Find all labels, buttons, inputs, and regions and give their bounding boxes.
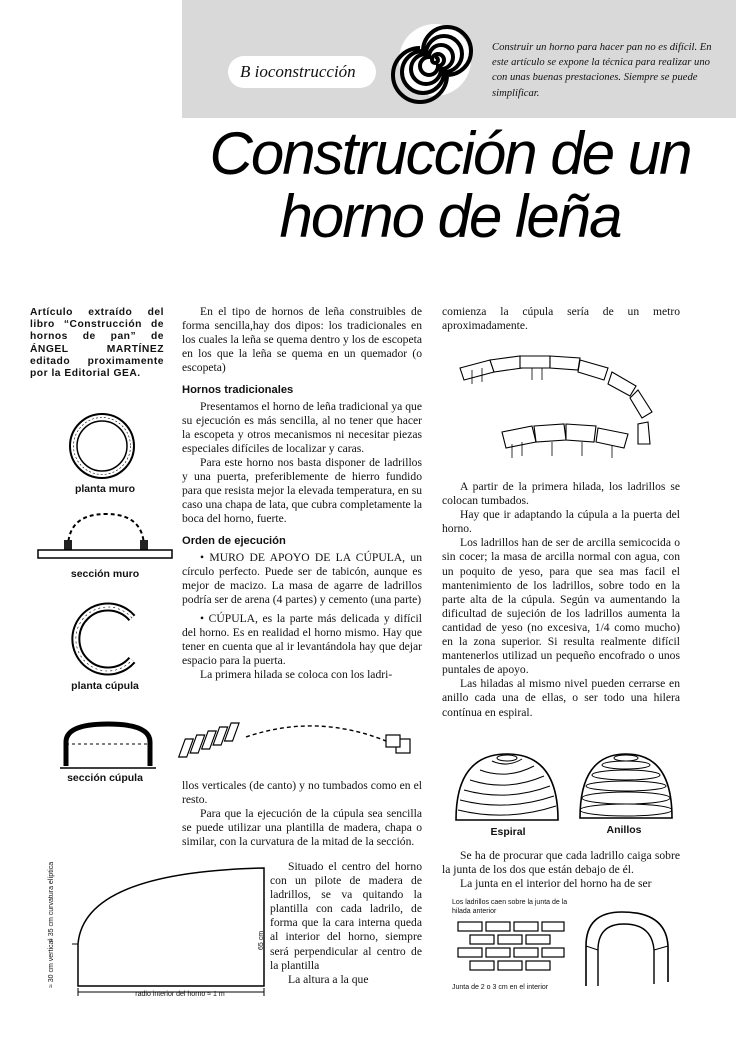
seccion-muro-figure — [38, 508, 176, 560]
template-figure — [50, 858, 272, 1008]
caption-seccion-cupula: sección cúpula — [67, 772, 143, 784]
caption-planta-cupula: planta cúpula — [71, 680, 139, 692]
source-note: Artículo extraído del libro “Construcción de hornos de pan” de ÁNGEL MARTÍNEZ editado proximamente por la Editorial GEA. — [30, 307, 164, 380]
brick-bond-figure — [456, 918, 566, 976]
paragraph: La altura a la que — [288, 972, 369, 986]
paragraph: La primera hilada se coloca con los ladri- — [200, 668, 393, 682]
rings-dome-figure — [576, 750, 676, 824]
column-2-continued — [182, 779, 422, 849]
paragraph: Presentamos el horno de leña tradicional ya que su ejecución es más sencilla, al no tener que hacer la escopeta y otros mecanismos ni necesitar piezas especiales difíciles de localizar y caras. — [182, 399, 422, 455]
vertical-label-wrap — [48, 940, 60, 990]
spiral-logo-icon — [398, 23, 472, 97]
paragraph: A partir de la primera hilada, los ladrillos se colocan tumbados. — [442, 480, 680, 508]
paragraph: llos verticales (de canto) y no tumbados como en el resto. — [182, 779, 422, 807]
spiral-dome-figure — [452, 750, 562, 826]
brick-note-bottom: Junta de 2 o 3 cm en el interior — [452, 984, 549, 991]
caption-espiral: Espiral — [490, 826, 526, 838]
column-3-bottom — [442, 849, 680, 891]
paragraph: Para que la ejecución de la cúpula sea sencilla se puede utilizar una plantilla de madera, chapa o similar, con la curvatura de la mitad de la sección. — [182, 807, 422, 849]
paragraph: En el tipo de hornos de leña construibles de forma sencilla,hay dos dipos: los tradicionales en los cuales la leña se quema dentro y los de escopeta en los que la leña se quema en un quemador (o escopeta) — [182, 305, 422, 375]
paragraph: Los ladrillos han de ser de arcilla semicocida o sin cocer; la masa de arcilla normal con agua, con un poquito de yeso, para que sea mas facil el mantenimiento de los ladrillos, sobre todo en la parte alta de la cúpula. Según va aumentando la dificultad de sujeción de los ladrillos aumenta la cantidad de yeso (no excesiva, 1/4 como mucho) en la zona superior. Si resulta realmente difícil mantenerlos utilizad un pequeño encofrado o unos puntales de apoyo. — [442, 536, 680, 677]
paragraph: Situado el centro del horno con un pilote de madera de ladrillos, se va quitando la plantilla con cada ladrilo, de forma que la cara interna queda al interior del horno, siempre será perpendicular al centro de la plantilla — [270, 860, 422, 972]
planta-cupula-figure — [62, 600, 144, 680]
heading-hornos-tradicionales: Hornos tradicionales — [182, 384, 294, 397]
paragraph: Las hiladas al mismo nivel pueden cerrarse en anillo cada una de ellas, o ser todo una hilera contínua en espiral. — [442, 677, 680, 719]
brick-note-top: Los ladrillos caen sobre la junta de la hilada anterior — [452, 899, 568, 915]
caption-anillos: Anillos — [606, 824, 642, 836]
planta-muro-figure — [66, 410, 138, 482]
first-course-bricks-figure — [186, 715, 426, 765]
paragraph: comienza la cúpula sería de un metro aproximadamente. — [442, 305, 680, 333]
seccion-cupula-figure — [56, 716, 160, 772]
paragraph: Hay que ir adaptando la cúpula a la puerta del horno. — [442, 508, 680, 536]
paragraph: La junta en el interior del horno ha de ser — [460, 877, 652, 891]
column-2-narrow — [270, 860, 422, 987]
column-2 — [182, 305, 422, 682]
column-3-top — [442, 305, 680, 333]
title-line-2: horno de leña — [279, 183, 621, 250]
caption-planta-muro: planta muro — [74, 483, 136, 495]
article-title — [170, 122, 730, 248]
paragraph: Se ha de procurar que cada ladrillo caiga sobre la junta de los dos que están debajo de él. — [442, 849, 680, 877]
heading-orden-de-ejecucion: Orden de ejecución — [182, 535, 286, 548]
title-line-1: Construcción de un — [209, 120, 691, 187]
vertical-label: ≈ 30 cm vertical — [48, 939, 55, 988]
radius-label: radio interior del horno ≈ 1 m — [135, 991, 225, 998]
brick-ring-figure — [452, 348, 688, 470]
height-label: 65 cm — [258, 930, 265, 950]
caption-seccion-muro: sección muro — [70, 568, 140, 580]
paragraph: • MURO DE APOYO DE LA CÚPULA, un círculo perfecto. Puede ser de tabicón, aunque es mejor de macizo. La masa de agarre de ladrillos podría ser de arena (4 partes) y cemento (una parte) — [182, 550, 422, 606]
curvature-label: ≈ 35 cm curvatura elíptica — [48, 861, 55, 942]
height-label-wrap — [258, 920, 270, 960]
intro-text: Construir un horno para hacer pan no es difícil. En este artículo se expone la técnica para realizar uno con unas buenas prestaciones. Siempre se puede simplificar. — [492, 42, 712, 99]
section-label: B ioconstrucción — [228, 56, 376, 88]
paragraph: • CÚPULA, es la parte más delicada y difícil del horno. Es en realidad el horno mismo. Hay que tener en cuenta que al ir levantándola hay que dejar espacio para la puerta. — [182, 611, 422, 668]
arch-tunnel-figure — [582, 906, 674, 988]
paragraph: Para este horno nos basta disponer de ladrillos y una puerta, preferiblemente de hierro fundido para que resista mejor la elevada temperatura, en su caso una chapa de lata, que cubra completamente la boca del horno, fuerte. — [182, 455, 422, 526]
column-3 — [442, 480, 680, 720]
